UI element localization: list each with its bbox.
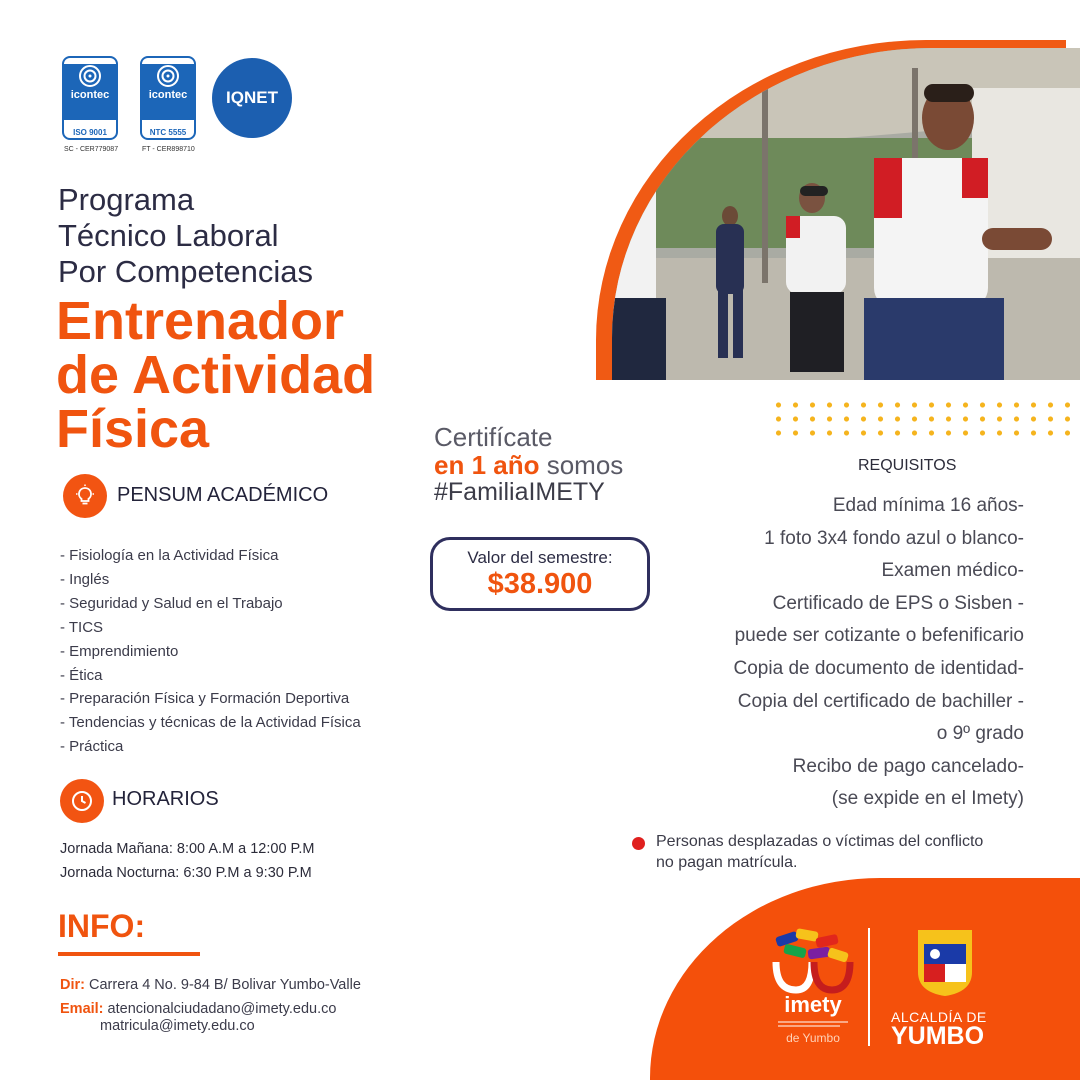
icontec-icon	[156, 64, 180, 88]
list-item: Edad mínima 16 años-	[832, 495, 1024, 516]
list-item: Copia del certificado de bachiller -	[737, 690, 1024, 712]
bullet-dot-icon	[632, 837, 645, 850]
email-label: Email:	[60, 1001, 104, 1017]
training-photo	[612, 48, 1080, 380]
imety-logo	[770, 928, 856, 1046]
address-label: Dir:	[60, 977, 85, 993]
note-line-2: no pagan matrícula.	[656, 854, 798, 871]
info-underline	[58, 952, 200, 956]
address-line	[60, 977, 361, 993]
list-item: - TICS	[60, 618, 104, 636]
note-line-1: Personas desplazadas o víctimas del conflicto	[656, 833, 984, 850]
program-line-2: Técnico Laboral	[58, 218, 279, 253]
icontec-ntc-badge	[140, 56, 196, 140]
training-photo-illustration	[612, 48, 1080, 380]
yumbo-label: YUMBO	[891, 1022, 985, 1050]
badge-brand: icontec	[148, 89, 188, 101]
iqnet-logo: IQNET	[212, 58, 292, 138]
email-value-2[interactable]: matricula@imety.edu.co	[100, 1018, 255, 1034]
icontec-iso-badge	[62, 56, 118, 140]
program-name-2: de Actividad	[56, 345, 376, 405]
list-item: Examen médico-	[881, 560, 1024, 582]
schedule-morning: Jornada Mañana: 8:00 A.M a 12:00 P.M	[60, 841, 315, 857]
requisitos-title: REQUISITOS	[858, 457, 957, 474]
yumbo-shield-icon	[914, 928, 976, 998]
alcaldia-label: ALCALDÍA DE	[891, 1009, 987, 1025]
list-item: - Inglés	[60, 570, 110, 588]
program-line-3: Por Competencias	[58, 254, 314, 289]
schedule-night: Jornada Nocturna: 6:30 P.M a 9:30 P.M	[60, 865, 312, 881]
program-name-1: Entrenador	[56, 291, 345, 351]
certificate-rest: somos	[546, 450, 624, 480]
list-item: Recibo de pago cancelado-	[792, 755, 1024, 777]
icontec-icon	[78, 64, 102, 88]
list-item: (se expide en el Imety)	[831, 788, 1024, 810]
pensum-title: PENSUM ACADÉMICO	[117, 484, 329, 506]
list-item: - Práctica	[60, 738, 124, 756]
note-text	[656, 831, 983, 873]
program-line-1: Programa	[58, 182, 195, 217]
address-value: Carrera 4 No. 9-84 B/ Bolivar Yumbo-Valle	[89, 977, 361, 993]
list-item: 1 foto 3x4 fondo azul o blanco-	[764, 527, 1024, 549]
lightbulb-icon	[63, 474, 107, 518]
imety-logo-sub: de Yumbo	[786, 1031, 840, 1045]
badge-standard: NTC 5555	[149, 128, 187, 137]
price-label: Valor del semestre:	[467, 548, 613, 567]
logo-panel	[650, 878, 1080, 1080]
list-item: Certificado de EPS o Sisben -	[772, 592, 1024, 614]
price-value: $38.900	[487, 568, 593, 600]
info-title: INFO:	[58, 908, 146, 944]
list-item: - Tendencias y técnicas de la Actividad Física	[60, 714, 361, 732]
badge-brand: icontec	[70, 89, 110, 101]
list-item: - Preparación Física y Formación Deportiva	[60, 690, 350, 708]
list-item: - Fisiología en la Actividad Física	[60, 547, 279, 564]
program-name-3: Física	[56, 399, 210, 459]
pensum-list	[60, 544, 361, 759]
email-line	[60, 1001, 336, 1017]
list-item: Copia de documento de identidad-	[733, 657, 1024, 679]
requisitos-list	[584, 490, 1024, 816]
badge-standard: ISO 9001	[73, 128, 107, 137]
list-item: - Ética	[60, 666, 103, 684]
certificate-line-1: Certifícate	[434, 422, 553, 452]
badge-code: SC - CER779087	[64, 146, 119, 153]
list-item: puede ser cotizante o befenificario	[734, 625, 1024, 647]
logo-divider	[868, 928, 870, 1046]
certificate-highlight: en 1 año	[434, 450, 540, 480]
clock-icon	[60, 779, 104, 823]
list-item: - Emprendimiento	[60, 642, 179, 660]
list-item: o 9º grado	[936, 723, 1024, 745]
decorative-dots	[770, 398, 1070, 440]
horarios-title: HORARIOS	[112, 788, 219, 810]
badge-code: FT - CER898710	[142, 146, 195, 153]
email-value[interactable]: atencionalciudadano@imety.edu.co	[107, 1001, 337, 1017]
imety-logo-text: imety	[784, 992, 842, 1017]
list-item: - Seguridad y Salud en el Trabajo	[60, 594, 283, 612]
certificate-line-2	[434, 450, 623, 481]
hashtag: #FamiliaIMETY	[434, 478, 605, 506]
